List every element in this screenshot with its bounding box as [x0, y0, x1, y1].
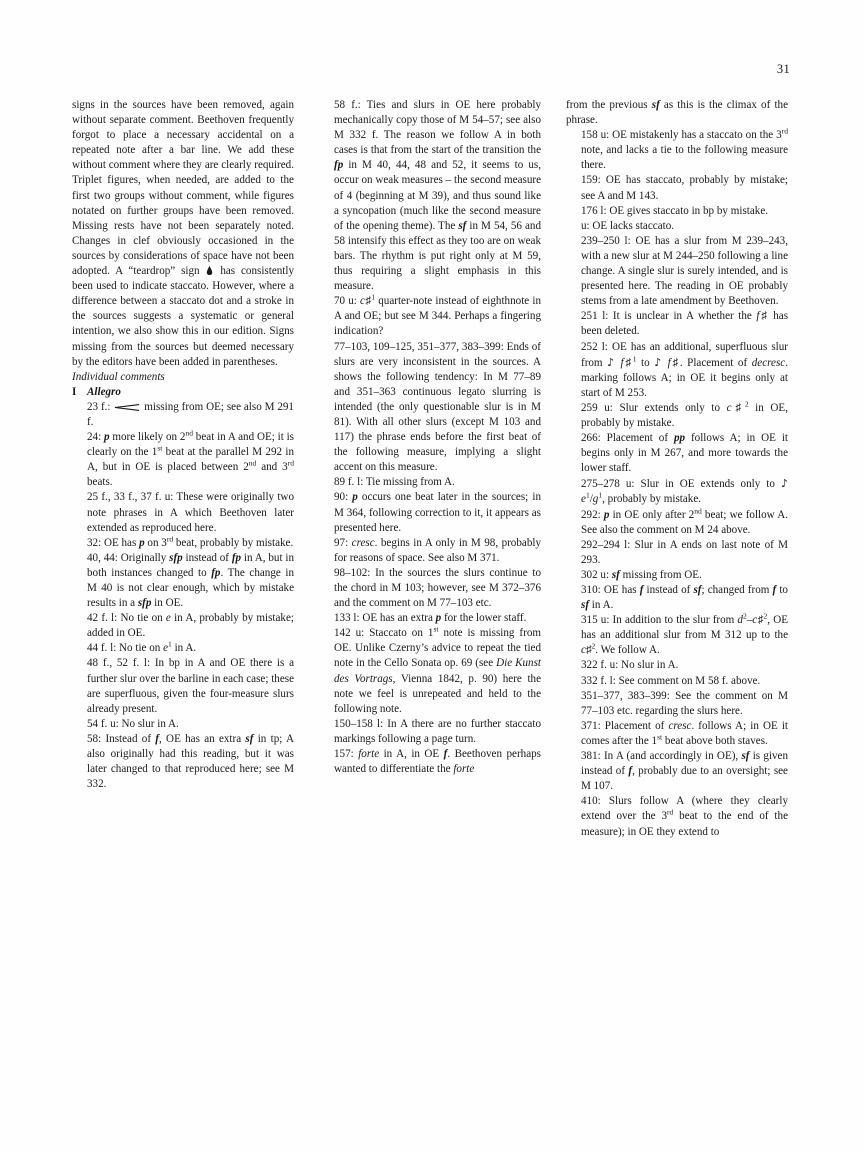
comment-entry: 157: forte in A, in OE f. Beethoven perhaps wanted to differentiate the forte — [334, 748, 541, 776]
comment-entry: 40, 44: Originally sfp instead of fp in A, but in both instances changed to fp. The change in M 40 is not clear enough, which by mistake results in a sfp in OE. — [87, 551, 295, 610]
comment-entry: u: OE lacks staccato. — [581, 219, 675, 232]
comment-entry: 25 f., 33 f., 37 f. u: These were originally two note phrases in A which Beethoven later extended as reproduced here. — [87, 491, 294, 534]
comment-entry: 251 l: It is unclear in A whether the f♯ has been deleted. — [581, 310, 789, 338]
comment-entry: 310: OE has f instead of sf; changed from f to sf in A. — [581, 584, 788, 612]
comment-entry: 292: p in OE only after 2nd beat; we follow A. See also the comment on M 24 above. — [581, 505, 788, 536]
comment-entry: 371: Placement of cresc. follows A; in OE it comes after the 1st beat above both staves. — [581, 719, 788, 747]
comment-entry: 302 u: sf missing from OE. — [581, 568, 702, 581]
movement-heading-allegro — [72, 385, 294, 400]
comment-entry: 176 l: OE gives staccato in bp by mistake. — [581, 204, 769, 217]
comment-entry: 133 l: OE has an extra p for the lower staff. — [334, 612, 527, 625]
comment-entry: 292–294 l: Slur in A ends on last note of M 293. — [581, 538, 788, 566]
comment-entry: 44 f. l: No tie on $e^1$ in A. — [87, 639, 197, 655]
teardrop-symbol — [206, 265, 213, 274]
comment-entry: 58 f.: Ties and slurs in OE here probably mechanically copy those of M 54–57; see also M 332 f. The reason we follow A in both cases is that from the start of the transition the fp in M 40, 44, 48 and 52, it seems to us, occur on weak measures – the second measure of 4 (beginning at M 39), and thus sound like a syncopation (much like the second measure of the opening theme). The sf in M 54, 56 and 58 intensify this effect as they too are on weak bars. The rhythm is put right only at M 59, thus requiring a slight emphasis in this measure. — [334, 99, 541, 293]
comment-entry: 58: Instead of f, OE has an extra sf in tp; A also originally had this reading, but it was later changed to that reproduced here; see M 332. — [87, 732, 295, 791]
comment-entry: 381: In A (and accordingly in OE), sf is given instead of f, probably due to an oversight; see M 107. — [581, 750, 788, 793]
column-2 — [319, 98, 541, 1078]
comment-entry: 410: Slurs follow A (where they clearly extend over the 3rd beat to the end of the measure); in OE they extend to — [581, 795, 788, 838]
comment-entry: 24: p more likely on 2nd beat in A and OE; it is clearly on the 1st beat at the parallel M 292 in A, but in OE is placed between 2nd and 3rd beats. — [87, 428, 294, 489]
crescendo-hairpin-symbol — [114, 401, 140, 408]
comment-entry: 142 u: Staccato on 1st note is missing from OE. Unlike Czerny’s advice to repeat the tied note in the Cello Sonata op. 69 (see Die Kunst des Vortrags, Vienna 1842, p. 90) here the note we feel is unrepeated and held to the following note. — [334, 624, 541, 715]
column-1 — [72, 98, 294, 1078]
comment-entry: 23 f.: missing from OE; see also M 291 f. — [87, 400, 294, 428]
movement-number: I — [72, 385, 77, 398]
comment-entry: 351–377, 383–399: See the comment on M 77–103 etc. regarding the slurs here. — [581, 689, 788, 717]
comment-entry: 158 u: OE mistakenly has a staccato on the 3rd note, and lacks a tie to the following measure there. — [581, 126, 788, 172]
comment-entry: 70 u: c♯$^1$ quarter-note instead of eighthnote in A and OE; but see M 344. Perhaps a fingering indication? — [334, 292, 541, 338]
comment-entry: 77–103, 109–125, 351–377, 383–399: Ends of slurs are very inconsistent in the sources. A shows the following tendency: In M 77–89 and 351–363 continuous legato slurring is intended (the only questionable slur is in M 81). With all other slurs (except M 103 and 117) the phrase ends before the first beat of the following measure, implying a slight accent on this measure. — [334, 340, 541, 474]
comment-entry: 32: OE has p on 3rd beat, probably by mistake. — [87, 534, 294, 549]
comment-entry: 259 u: Slur extends only to c♯$^2$ in OE, probably by mistake. — [581, 399, 788, 429]
page-number: 31 — [776, 62, 790, 76]
comment-entry: 315 u: In addition to the slur from $d^2-c♯^2$, OE has an additional slur from M 312 up to the c♯$^2$. We follow A. — [581, 611, 788, 657]
comment-entry: 42 f. l: No tie on e in A, probably by mistake; added in OE. — [87, 612, 294, 640]
comment-entry: 159: OE has staccato, probably by mistake; see A and M 143. — [581, 174, 788, 202]
intro-paragraph: signs in the sources have been removed, again without separate comment. Beethoven frequently forgot to place a necessary accidental on a repeated note after a bar line. We add these without comment where they are clearly required. Triplet figures, when needed, are added to the first two groups without comment, while figures notated on further groups have been removed. Missing rests have not been separately noted. Changes in clef obviously occasioned in the sources by considerations of space have not been adopted. A “teardrop” sign has consistently been used to indicate staccato. However, where a difference between a staccato dot and a stroke in the sources suggests a systematic or general intention, we also show this in our edition. Signs missing from the sources but deemed necessary by the editors have been added in parentheses. — [72, 99, 294, 368]
comment-entry: 266: Placement of pp follows A; in OE it begins only in M 267, and more towards the lower staff. — [581, 432, 788, 475]
movement-title: Allegro — [87, 385, 121, 398]
comment-entry: 89 f. l: Tie missing from A. — [334, 476, 455, 489]
comment-entry: 322 f. u: No slur in A. — [581, 659, 679, 672]
comment-entry: 98–102: In the sources the slurs continue to the chord in M 103; however, see M 372–376 and the comment on M 77–103 etc. — [334, 566, 541, 610]
continuation-paragraph: from the previous sf as this is the climax of the phrase. — [566, 99, 788, 127]
comment-entry: 97: cresc. begins in A only in M 98, probably for reasons of space. See also M 371. — [334, 536, 541, 564]
column-3 — [566, 98, 788, 1078]
comment-entry: 54 f. u: No slur in A. — [87, 717, 179, 730]
comment-entry: 275–278 u: Slur in OE extends only to ♪ $e^1/g^1$, probably by mistake. — [581, 477, 788, 506]
comment-entry: 252 l: OE has an additional, superfluous slur from ♪ f♯$^1$ to ♪ f♯. Placement of decresc. marking follows A; in OE it begins only at start of M 253. — [581, 340, 788, 399]
comment-entry: 150–158 l: In A there are no further staccato markings following a page turn. — [334, 717, 541, 745]
section-heading-individual-comments: Individual comments — [72, 370, 165, 383]
comment-entry: 239–250 l: OE has a slur from M 239–243, with a new slur at M 244–250 following a line change. A single slur is surely intended, and is presented here. The reading in OE probably stems from a late amendment by Beethoven. — [581, 234, 788, 308]
comment-entry: 332 f. l: See comment on M 58 f. above. — [581, 674, 761, 687]
comment-entry: 90: p occurs one beat later in the sources; in M 364, following correction to it, it appears as presented here. — [334, 491, 541, 534]
comment-entry: 48 f., 52 f. l: In bp in A and OE there is a further slur over the barline in each case; these are superfluous, given the four-measure slurs already present. — [87, 657, 294, 715]
text-columns — [72, 98, 790, 1078]
